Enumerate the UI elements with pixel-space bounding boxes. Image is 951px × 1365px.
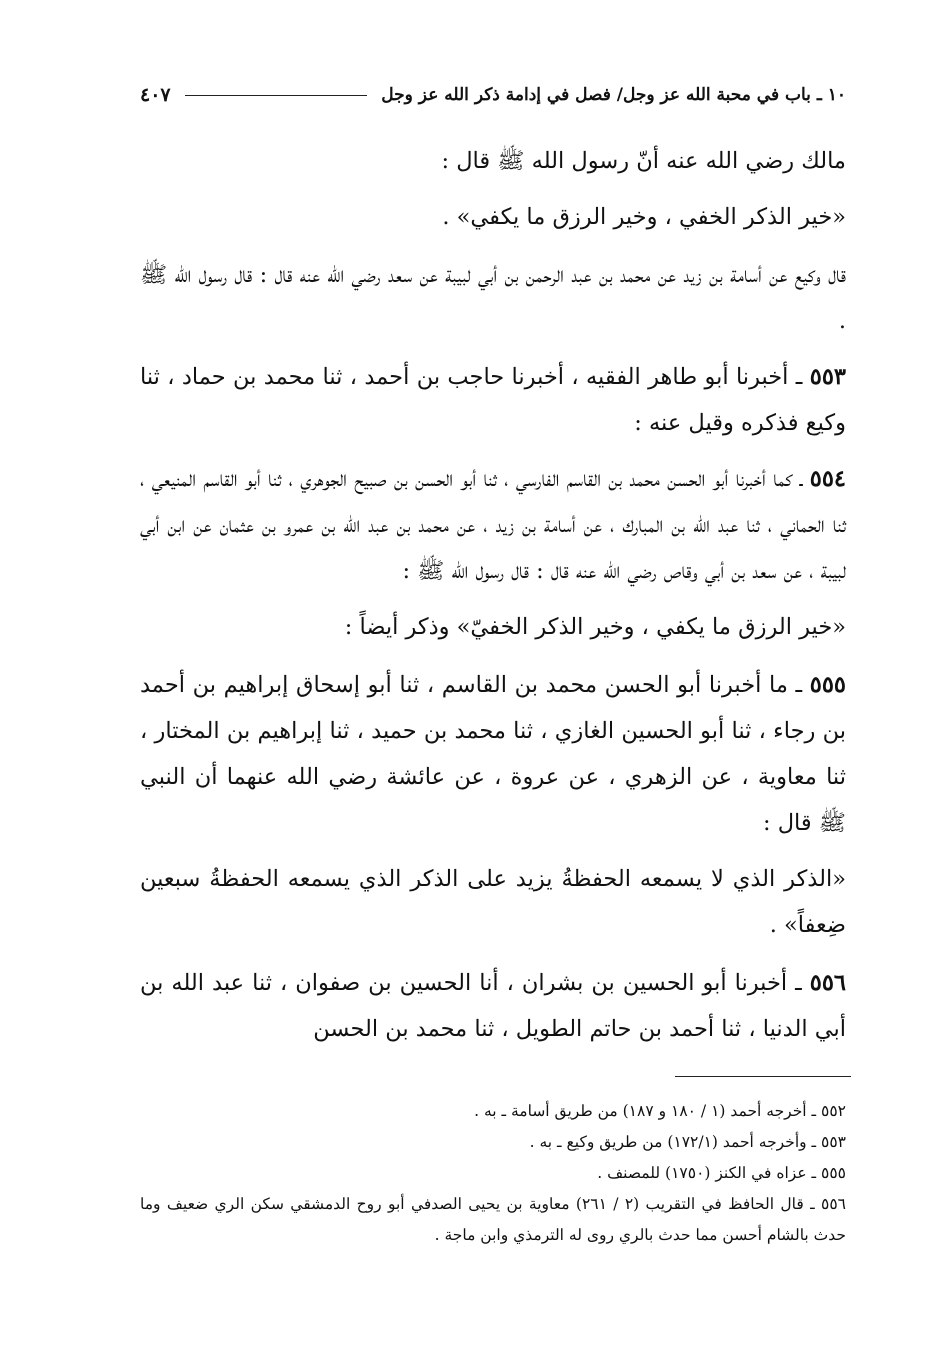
hadith-number: ٥٥٣	[809, 364, 846, 390]
numbered-paragraph: ٥٥٥ ـ ما أخبرنا أبو الحسن محمد بن القاسم ، ثنا أبو إسحاق إبراهيم بن أحمد بن رجاء ، ثنا أبو الحسين الغازي ، ثنا محمد بن حميد ، ثنا إبراهيم بن المختار ، ثنا معاوية ، عن الزهري ، عن عروة ، عن عائشة رضي الله عنهما أن النبي ﷺ قال :	[140, 672, 846, 836]
hadith-quote: «خير الرزق ما يكفي ، وخير الذكر الخفيّ» وذكر أيضاً :	[344, 614, 846, 640]
page-number: ٤٠٧	[140, 84, 171, 106]
footnote: ٥٥٥ ـ عزاه في الكنز (١٧٥٠) للمصنف .	[597, 1164, 846, 1182]
numbered-paragraph: ٥٥٣ ـ أخبرنا أبو طاهر الفقيه ، أخبرنا حاجب بن أحمد ، ثنا محمد بن حماد ، ثنا وكيع فذكره وقيل عنه :	[140, 364, 846, 436]
footnotes	[140, 1096, 846, 1251]
header-rule	[185, 95, 368, 96]
main-text	[140, 138, 846, 1062]
hadith-number: ٥٥٤	[809, 466, 846, 492]
paragraph: مالك رضي الله عنه أنّ رسول الله ﷺ قال :	[441, 148, 846, 174]
footnote: ٥٥٢ ـ أخرجه أحمد (١ / ١٨٠ و ١٨٧) من طريق أسامة ـ به .	[474, 1102, 846, 1120]
footnote: ٥٥٣ ـ وأخرجه أحمد (١٧٢/١) من طريق وكيع ـ به .	[529, 1133, 846, 1151]
numbered-paragraph: ٥٥٦ ـ أخبرنا أبو الحسين بن بشران ، أنا الحسين بن صفوان ، ثنا عبد الله بن أبي الدنيا ، ثنا أحمد بن حاتم الطويل ، ثنا محمد بن الحسن	[140, 970, 846, 1042]
footnote: ٥٥٦ ـ قال الحافظ في التقريب (٢ / ٢٦١) معاوية بن يحيى الصدفي أبو روح الدمشقي سكن الري ضعيف وما حدث بالشام أحسن مما حدث بالري روى له الترمذي وابن ماجة .	[140, 1195, 846, 1244]
hadith-number: ٥٥٦	[809, 970, 846, 996]
numbered-paragraph: ٥٥٤ ـ كما أخبرنا أبو الحسن محمد بن القاسم الفارسي ، ثنا أبو الحسن بن صبيح الجوهري ، ثنا أبو القاسم المنيعي ، ثنا الحماني ، ثنا عبد الله بن المبارك ، عن أسامة بن زيد ، عن محمد بن عبد الله بن عمرو بن عثمان عن ابن أبي لبيبة ، عن سعد بن أبي وقاص رضي الله عنه قال : قال رسول الله ﷺ :	[140, 466, 846, 584]
hadith-quote: «الذكر الذي لا يسمعه الحفظةُ يزيد على الذكر الذي يسمعه الحفظةُ سبعين ضِعفاً» .	[140, 866, 846, 938]
running-header	[140, 84, 846, 106]
chapter-title: ١٠ ـ باب في محبة الله عز وجل/ فصل في إدامة ذكر الله عز وجل	[381, 85, 846, 105]
paragraph: قال وكيع عن أسامة بن زيد عن محمد بن عبد الرحمن بن أبي لبيبة عن سعد رضي الله عنه قال : قال رسول الله ﷺ .	[140, 262, 846, 334]
footnote-separator	[675, 1076, 851, 1077]
hadith-quote: «خير الذكر الخفي ، وخير الرزق ما يكفي» .	[442, 204, 846, 230]
hadith-number: ٥٥٥	[809, 672, 846, 698]
